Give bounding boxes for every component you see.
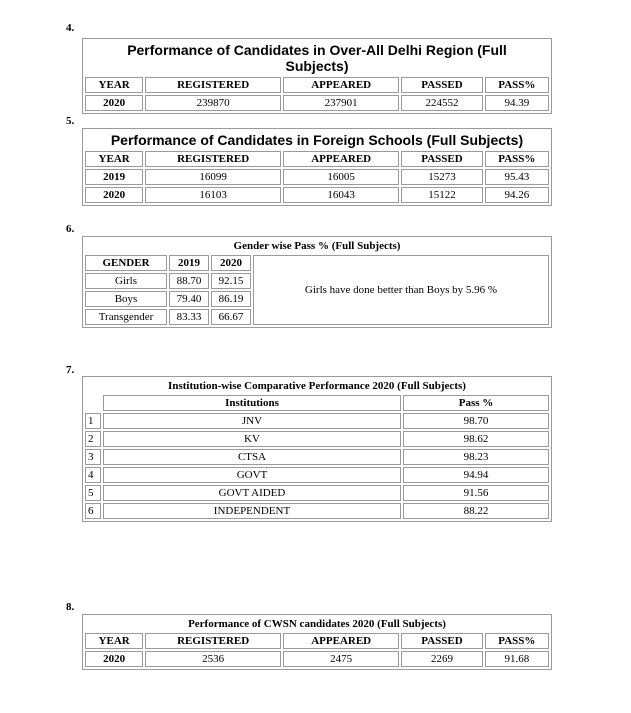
cell: 91.56 [403, 485, 549, 501]
table-row [85, 169, 549, 185]
col-header: APPEARED [283, 151, 399, 167]
col-header: YEAR [85, 633, 143, 649]
table-row [85, 187, 549, 203]
col-header: GENDER [85, 255, 167, 271]
institution-table [82, 376, 552, 522]
cell: 1 [85, 413, 101, 429]
cell: 88.70 [169, 273, 209, 289]
cell: GOVT AIDED [103, 485, 401, 501]
cell: 239870 [145, 95, 281, 111]
col-header: REGISTERED [145, 77, 281, 93]
cell: 2536 [145, 651, 281, 667]
cell: 16099 [145, 169, 281, 185]
foreign-schools-section [82, 128, 552, 206]
cell: GOVT [103, 467, 401, 483]
cell: INDEPENDENT [103, 503, 401, 519]
table-row [85, 449, 549, 465]
cell: 86.19 [211, 291, 251, 307]
cell: 98.70 [403, 413, 549, 429]
cwsn-section [82, 614, 552, 670]
cell: 95.43 [485, 169, 549, 185]
cell: 237901 [283, 95, 399, 111]
col-header: Pass % [403, 395, 549, 411]
table-title: Gender wise Pass % (Full Subjects) [233, 240, 401, 252]
table-row [85, 431, 549, 447]
cell: 4 [85, 467, 101, 483]
cell: 15122 [401, 187, 482, 203]
cell: 98.62 [403, 431, 549, 447]
gender-table [82, 236, 552, 328]
cell: 5 [85, 485, 101, 501]
table-row [85, 651, 549, 667]
table-title: Institution-wise Comparative Performance 2020 (Full Subjects) [168, 380, 466, 392]
col-header: APPEARED [283, 77, 399, 93]
cell: 98.23 [403, 449, 549, 465]
table-row [85, 467, 549, 483]
cell: 16043 [283, 187, 399, 203]
header-row [85, 633, 549, 649]
cell: 2 [85, 431, 101, 447]
cell: Transgender [85, 309, 167, 325]
cell: 16103 [145, 187, 281, 203]
col-header: PASSED [401, 77, 482, 93]
table-row [85, 485, 549, 501]
table-row [85, 503, 549, 519]
table-title: Performance of Candidates in Over-All Delhi Region (Full Subjects) [127, 42, 507, 74]
table-row [85, 95, 549, 111]
cell: 2020 [85, 651, 143, 667]
cell: 88.22 [403, 503, 549, 519]
col-header: REGISTERED [145, 633, 281, 649]
header-row [85, 151, 549, 167]
cell: 94.39 [485, 95, 549, 111]
cell: 92.15 [211, 273, 251, 289]
institution-section [82, 376, 552, 522]
cell: 16005 [283, 169, 399, 185]
cell: 2269 [401, 651, 482, 667]
col-header: PASS% [485, 633, 549, 649]
col-header: PASSED [401, 151, 482, 167]
header-row [85, 255, 549, 271]
col-header: 2019 [169, 255, 209, 271]
overall-delhi-section [82, 38, 552, 114]
cell: 66.67 [211, 309, 251, 325]
header-row [85, 395, 549, 411]
section-number: 5. [66, 115, 75, 127]
col-header: Institutions [103, 395, 401, 411]
col-header: PASS% [485, 151, 549, 167]
table-title: Performance of CWSN candidates 2020 (Full Subjects) [188, 618, 446, 630]
header-row [85, 77, 549, 93]
cell: 2020 [85, 187, 143, 203]
cell: 15273 [401, 169, 482, 185]
cell: 79.40 [169, 291, 209, 307]
col-header: REGISTERED [145, 151, 281, 167]
gender-note: Girls have done better than Boys by 5.96 % [253, 255, 549, 325]
cell: CTSA [103, 449, 401, 465]
col-header: PASS% [485, 77, 549, 93]
col-header: PASSED [401, 633, 482, 649]
overall-delhi-table [82, 38, 552, 114]
col-header: 2020 [211, 255, 251, 271]
foreign-schools-table [82, 128, 552, 206]
cell: 2019 [85, 169, 143, 185]
section-number: 6. [66, 223, 75, 235]
col-header [85, 395, 101, 411]
cell: Boys [85, 291, 167, 307]
col-header: YEAR [85, 151, 143, 167]
cell: 94.94 [403, 467, 549, 483]
cell: 2475 [283, 651, 399, 667]
cell: 83.33 [169, 309, 209, 325]
col-header: YEAR [85, 77, 143, 93]
section-number: 8. [66, 601, 75, 613]
cell: 2020 [85, 95, 143, 111]
cell: 91.68 [485, 651, 549, 667]
cell: 224552 [401, 95, 482, 111]
cell: Girls [85, 273, 167, 289]
gender-section [82, 236, 552, 328]
section-number: 7. [66, 364, 75, 376]
cell: 6 [85, 503, 101, 519]
table-row [85, 413, 549, 429]
col-header: APPEARED [283, 633, 399, 649]
cell: JNV [103, 413, 401, 429]
cwsn-table [82, 614, 552, 670]
cell: 3 [85, 449, 101, 465]
table-title: Performance of Candidates in Foreign Schools (Full Subjects) [110, 132, 524, 148]
cell: 94.26 [485, 187, 549, 203]
section-number: 4. [66, 22, 75, 34]
cell: KV [103, 431, 401, 447]
